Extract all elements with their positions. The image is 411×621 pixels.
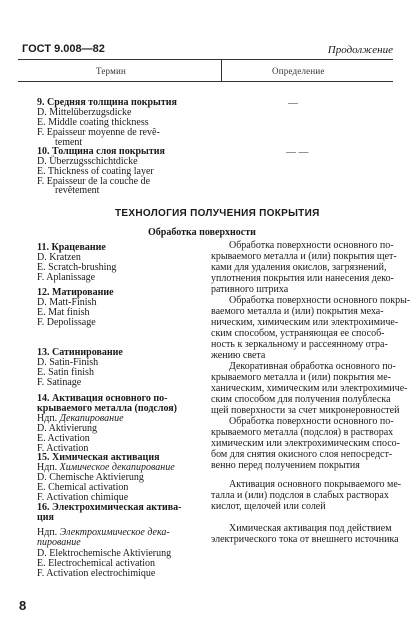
term-9-title: 9. Средняя толщина покрытия: [37, 97, 177, 108]
term-12-def-line-4: ским способом, устраняющая ее способ-: [211, 328, 385, 339]
term-10-de: D. Überzugsschichtdicke: [37, 156, 138, 167]
term-11-title: 11. Крацевание: [37, 242, 106, 253]
term-11-def-line-4: уплотнения покрытия или нанесения деко-: [211, 273, 394, 284]
term-14-title-1: 14. Активация основного по-: [37, 393, 168, 404]
term-9-definition: —: [288, 98, 298, 109]
term-12-title: 12. Матирование: [37, 287, 114, 298]
term-9-fr: F. Epaisseur moyenne de revê-: [37, 127, 160, 138]
term-14-def-line-4: бом для снятия окисного слоя непосредст-: [211, 449, 393, 460]
term-12-def-line-6: жению света: [211, 350, 266, 361]
term-12-def-line-5: ность к зеркальному и рассеянному отра-: [211, 339, 388, 350]
term-13-title: 13. Сатинирование: [37, 347, 123, 358]
term-14-ndp-term: Декапирование: [59, 413, 124, 424]
term-16-title-2: ция: [37, 512, 54, 523]
column-header-definition: Определение: [272, 66, 325, 76]
table-header-rule: [18, 81, 393, 82]
term-10-fr-cont: revêtement: [55, 185, 100, 196]
term-14-fr: F. Activation: [37, 443, 89, 454]
term-14-title-2: крываемого металла (подслоя): [37, 403, 177, 414]
term-14-def-line-1: Обработка поверхности основного по-: [229, 416, 394, 427]
term-11-fr: F. Aplanissage: [37, 272, 96, 283]
term-15-def-line-3: кислот, щелочей или солей: [211, 501, 326, 512]
term-13-def-line-4: ским способом для получения полублеска: [211, 394, 391, 405]
term-9-fr-cont: tement: [55, 137, 83, 148]
term-12-en: E. Mat finish: [37, 307, 90, 318]
term-16-ndp-term-1: Электрохимическое дека-: [59, 527, 170, 538]
term-12-def-line-1: Обработка поверхности основного покры-: [229, 295, 411, 306]
column-header-term: Термин: [96, 66, 127, 76]
term-10-definition: — —: [286, 147, 309, 158]
column-divider: [221, 59, 222, 81]
term-11-de: D. Kratzen: [37, 252, 81, 263]
page-number: 8: [19, 598, 27, 613]
term-10-en: E. Thickness of coating layer: [37, 166, 154, 177]
standard-code: ГОСТ 9.008—82: [22, 43, 105, 55]
section-title: ТЕХНОЛОГИЯ ПОЛУЧЕНИЯ ПОКРЫТИЯ: [115, 208, 320, 219]
term-13-def-line-2: крываемого металла и (или) покрытия ме-: [211, 372, 391, 383]
term-15-en: E. Chemical activation: [37, 482, 129, 493]
term-15-def-line-1: Активация основного покрываемого ме-: [229, 479, 402, 490]
continuation-label: Продолжение: [327, 44, 393, 56]
term-10-fr: F. Epaisseur de la couche de: [37, 176, 151, 187]
term-16-title-1: 16. Электрохимическая актива-: [37, 502, 182, 513]
term-14-en: E. Activation: [37, 433, 90, 444]
term-14-def-line-3: химическим или электрохимическим спосо-: [211, 438, 400, 449]
term-16-en: E. Electrochemical activation: [37, 558, 155, 569]
term-13-def-line-5: щей поверхности за счет микронеровностей: [211, 405, 400, 416]
term-11-en: E. Scratch-brushing: [37, 262, 117, 273]
term-12-def-line-3: ническим, химическим или электрохимиче-: [211, 317, 399, 328]
term-16-ndp-term-2: пирование: [37, 537, 81, 548]
term-14-def-line-5: венно перед получением покрытия: [211, 460, 360, 471]
term-13-fr: F. Satinage: [37, 377, 82, 388]
term-14-ndp-label: Ндп.: [37, 413, 58, 424]
term-15-ndp-label: Ндп.: [37, 462, 58, 473]
term-11-def-line-3: ками для удаления окислов, загрязнений,: [211, 262, 387, 273]
term-12-def-line-2: ваемого металла и (или) покрытия меха-: [211, 306, 384, 317]
term-13-def-line-1: Декоративная обработка основного по-: [229, 361, 396, 372]
term-13-de: D. Satin-Finish: [37, 357, 99, 368]
term-16-def-line-2: электрического тока от внешнего источника: [211, 534, 399, 545]
term-13-en: E. Satin finish: [37, 367, 94, 378]
term-14-de: D. Aktivierung: [37, 423, 97, 434]
term-12-fr: F. Depolissage: [37, 317, 96, 328]
term-10-title: 10. Толщина слоя покрытия: [37, 146, 165, 157]
table-top-rule: [18, 59, 393, 60]
subsection-title: Обработка поверхности: [148, 227, 256, 238]
term-9-de: D. Mittelüberzugsdicke: [37, 107, 132, 118]
term-16-def-line-1: Химическая активация под действием: [229, 523, 392, 534]
term-15-def-line-2: талла и (или) подслоя в слабых растворах: [211, 490, 389, 501]
term-12-de: D. Matt-Finish: [37, 297, 97, 308]
term-15-ndp-term: Химическое декапирование: [59, 462, 175, 473]
term-15-fr: F. Activation chimique: [37, 492, 129, 503]
term-15-de: D. Chemische Aktivierung: [37, 472, 144, 483]
term-11-def-line-2: крываемого металла и (или) покрытия щет-: [211, 251, 397, 262]
term-16-de: D. Elektrochemische Aktivierung: [37, 548, 172, 559]
term-15-title: 15. Химическая активация: [37, 452, 160, 463]
term-11-def-line-5: ративного штриха: [211, 284, 289, 295]
term-13-def-line-3: ханическим, химическим или электрохимиче-: [211, 383, 408, 394]
term-11-def-line-1: Обработка поверхности основного по-: [229, 240, 394, 251]
term-9-en: E. Middle coating thickness: [37, 117, 149, 128]
term-14-def-line-2: крываемого металла (подслоя) в растворах: [211, 427, 394, 438]
term-16-fr: F. Activation electrochimique: [37, 568, 156, 579]
term-16-ndp-label: Ндп.: [37, 527, 58, 538]
